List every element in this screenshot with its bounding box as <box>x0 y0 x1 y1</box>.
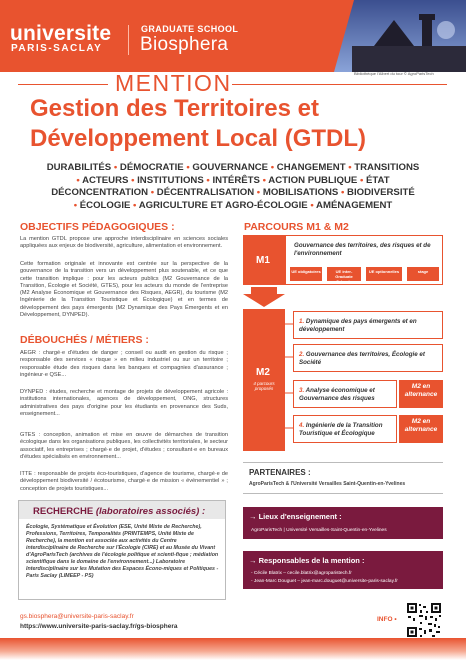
research-box <box>18 500 226 600</box>
m2-item-label: Ingénierie de la Transition Touristique et Écologique <box>299 422 383 437</box>
title-line-1: Gestion des Territoires et <box>30 95 319 122</box>
responsables-title: → Responsables de la mention : <box>249 556 365 565</box>
lieux-text: AgroParisTech | Université Versailles-Saint-Quentin-en-Yvelines <box>251 528 387 533</box>
responsables-band <box>243 551 443 589</box>
down-arrow-icon <box>243 287 285 307</box>
m2-item-label: Dynamique des pays émergents et en développement <box>299 318 417 333</box>
m1-tag: UE obligatoires <box>290 267 322 281</box>
m1-tag: UE optionnelles <box>366 267 402 281</box>
m1-tag: stage <box>407 267 439 281</box>
keyword: DÉCENTRALISATION <box>156 187 255 198</box>
keyword: GOUVERNANCE <box>192 162 269 173</box>
info-label: INFO • <box>377 616 397 623</box>
m2-item-num: 1. <box>299 318 305 325</box>
keyword: AMÉNAGEMENT <box>316 199 393 211</box>
keyword: AGRICULTURE ET AGRO-ÉCOLOGIE <box>138 199 308 211</box>
debouches-dynped: DYNPED : études, recherche et montage de projets de développement agricole : institutions internationales, agences de développement, ONG, structures administratives des pays d'origine pour les étudiants en provenance des Suds, enseignement... <box>20 389 228 417</box>
m2-item-num: 4. <box>299 422 305 429</box>
keyword: INSTITUTIONS <box>137 174 204 186</box>
m2-item-2 <box>293 344 443 372</box>
responsable-line: - Cécile Blatrix – cecile.blatrix@agroparistech.fr <box>251 571 352 576</box>
m2-item-3 <box>293 380 397 408</box>
parcours-title: PARCOURS M1 & M2 <box>244 221 349 233</box>
keyword: TRANSITIONS <box>354 162 420 173</box>
debouches-itte: ITTE : responsable de projets éco-touristiques, d'agence de tourisme, chargé·e de développement biodiversité / écotourisme, chargé·e de mission « événementiel » ; conception de projets touristiques... <box>20 471 228 492</box>
keywords-line-4: • ÉCOLOGIE • AGRICULTURE ET AGRO-ÉCOLOGIE • AMÉNAGEMENT <box>73 199 393 211</box>
divider <box>243 462 443 463</box>
mention-label: MENTION <box>115 70 232 96</box>
keywords-line-3: DÉCONCENTRATION • DÉCENTRALISATION • MOBILISATIONS • BIODIVERSITÉ <box>51 187 415 198</box>
m2-item-label: Analyse économique et Gouvernance des risques <box>299 387 375 402</box>
university-logo-subtitle: PARIS-SACLAY <box>11 43 103 54</box>
m2-sublabel: 4 parcours proposés <box>253 381 275 391</box>
keyword: BIODIVERSITÉ <box>347 187 415 198</box>
keywords <box>20 162 446 212</box>
header-banner <box>0 0 466 72</box>
alternance-badge: M2 en alternance <box>399 415 443 443</box>
m1-tag: UE inter-Graduate Schools <box>327 267 361 281</box>
graduate-school-label: GRADUATE SCHOOL <box>141 24 239 34</box>
keyword: ACTION PUBLIQUE <box>268 174 358 186</box>
debouches-aegr: AEGR : chargé·e d'études de danger ; conseil ou audit en gestion du risque ; responsable des services « risque » en milieu industriel ou sur un territoire ; responsable étude des risques dans les banques et compagnies d'assurance ; ingénieur·e QSE... <box>20 350 228 378</box>
logo-divider <box>128 25 129 55</box>
header-photo <box>334 0 466 72</box>
objectifs-p2: Cette formation originale et innovante est centrée sur la perspective de la gouvernance de la transition vers un développement plus soutenable, et ce que cette transition implique : pour les acteurs publics (M2 Gouvernance de la Transition, Écologie et Société, GTES), pour les acteurs du monde de l'entreprise (M2 Analyse Économique et Gouvernance des Risques, AEGR), du tourisme (M2 Ingénierie de la Transition Touristique et Écologique) et en termes de développement des pays émergents (M2 Dynamique des Pays Émergents et en Développement, DYNPED). <box>20 261 228 319</box>
research-text: Écologie, Systématique et Évolution (ESE, Unité Mixte de Recherche), Professions, Territoires, Temporalités (PRINTEMPS, Unité Mixte de Recherche), la mention est associée aux activités du Centre interdisciplinaire de Recherche sur l'Écologie (CIRE) et au Musée du Vivant d'AgroParisTech (archives de l'écologie politique et scienti-fique ; médiation scientifique dans le domaine de l'environnement...) Laboratoire Interdisciplinaire sur les Mutation des Espaces Écono-miques et Politiques - Paris Saclay (LIMEEP - PS) <box>26 524 219 579</box>
photo-credit: Bibliothèque l'Albert du tour © AgroParisTech <box>354 71 434 76</box>
m2-item-4 <box>293 415 397 443</box>
m2-bar <box>243 309 285 451</box>
footer-gradient <box>0 638 466 660</box>
mention-rule-left <box>18 84 108 85</box>
debouches-gtes: GTES : conception, animation et mise en œuvre de démarches de transition écologique dans les organisations publiques, les collectivités territoriales, le secteur associatif, les entreprises ; chargé·e de projet, d'études ; consultant·e en bureaux d'études spécialisés en environnement... <box>20 432 228 460</box>
title-line-2: Développement Local (GTDL) <box>30 125 367 152</box>
objectifs-p1: La mention GTDL propose une approche interdisciplinaire en sciences sociales appliquées aux enjeux de biodiversité, agriculture, alimentation et environnement. <box>20 236 228 250</box>
keyword: MOBILISATIONS <box>262 187 339 198</box>
m2-item-label: Gouvernance des territoires, Écologie et Société <box>299 351 425 366</box>
keyword: DURABILITÉS <box>46 162 112 173</box>
alternance-badge: M2 en alternance <box>399 380 443 408</box>
objectifs-title: OBJECTIFS PÉDAGOGIQUES : <box>20 221 175 233</box>
keywords-line-2: • ACTEURS • INSTITUTIONS • INTÉRÊTS • ACTION PUBLIQUE • ÉTAT <box>76 174 390 186</box>
m1-label: M1 <box>256 255 270 266</box>
keyword: DÉMOCRATIE <box>119 162 184 173</box>
keyword: CHANGEMENT <box>276 162 346 173</box>
mention-rule-right <box>232 84 447 85</box>
keyword: DÉCONCENTRATION <box>51 187 149 198</box>
responsable-line: - Jean-Marc Douguet – jean-marc.douguet@universite-paris-saclay.fr <box>251 579 398 584</box>
m2-item-num: 3. <box>299 387 305 394</box>
university-logo: universite <box>10 22 112 45</box>
m2-item-1 <box>293 311 443 339</box>
partners-text: AgroParisTech & l'Université Versailles Saint-Quentin-en-Yvelines <box>249 481 406 487</box>
keyword: INTÉRÊTS <box>212 174 260 186</box>
keyword: ACTEURS <box>82 174 129 186</box>
qr-code-icon[interactable] <box>406 602 442 638</box>
website-link[interactable]: https://www.universite-paris-saclay.fr/gs-biosphera <box>20 623 178 630</box>
m1-box-text: Gouvernance des territoires, des risques et de l'environnement <box>294 242 431 257</box>
m2-connectors <box>285 309 293 451</box>
lieux-band <box>243 507 443 539</box>
lieux-title: → Lieux d'enseignement : <box>249 512 342 521</box>
contact-email-link[interactable]: gs.biosphera@universite-paris-saclay.fr <box>20 613 134 620</box>
keywords-line-1: DURABILITÉS • DÉMOCRATIE • GOUVERNANCE • CHANGEMENT • TRANSITIONS <box>46 162 420 173</box>
m2-label: M2 <box>256 367 270 378</box>
keyword: ÉTAT <box>365 174 390 186</box>
m2-item-num: 2. <box>299 351 305 358</box>
research-title: RECHERCHE (laboratoires associés) : <box>33 506 206 517</box>
keyword: ÉCOLOGIE <box>79 199 131 211</box>
divider <box>243 493 443 494</box>
graduate-school-name: Biosphera <box>140 34 229 55</box>
partners-title: PARTENAIRES : <box>249 468 311 477</box>
debouches-title: DÉBOUCHÉS / MÉTIERS : <box>20 334 149 346</box>
m1-bar <box>243 235 285 285</box>
page-title <box>30 94 450 154</box>
research-header <box>19 501 225 519</box>
